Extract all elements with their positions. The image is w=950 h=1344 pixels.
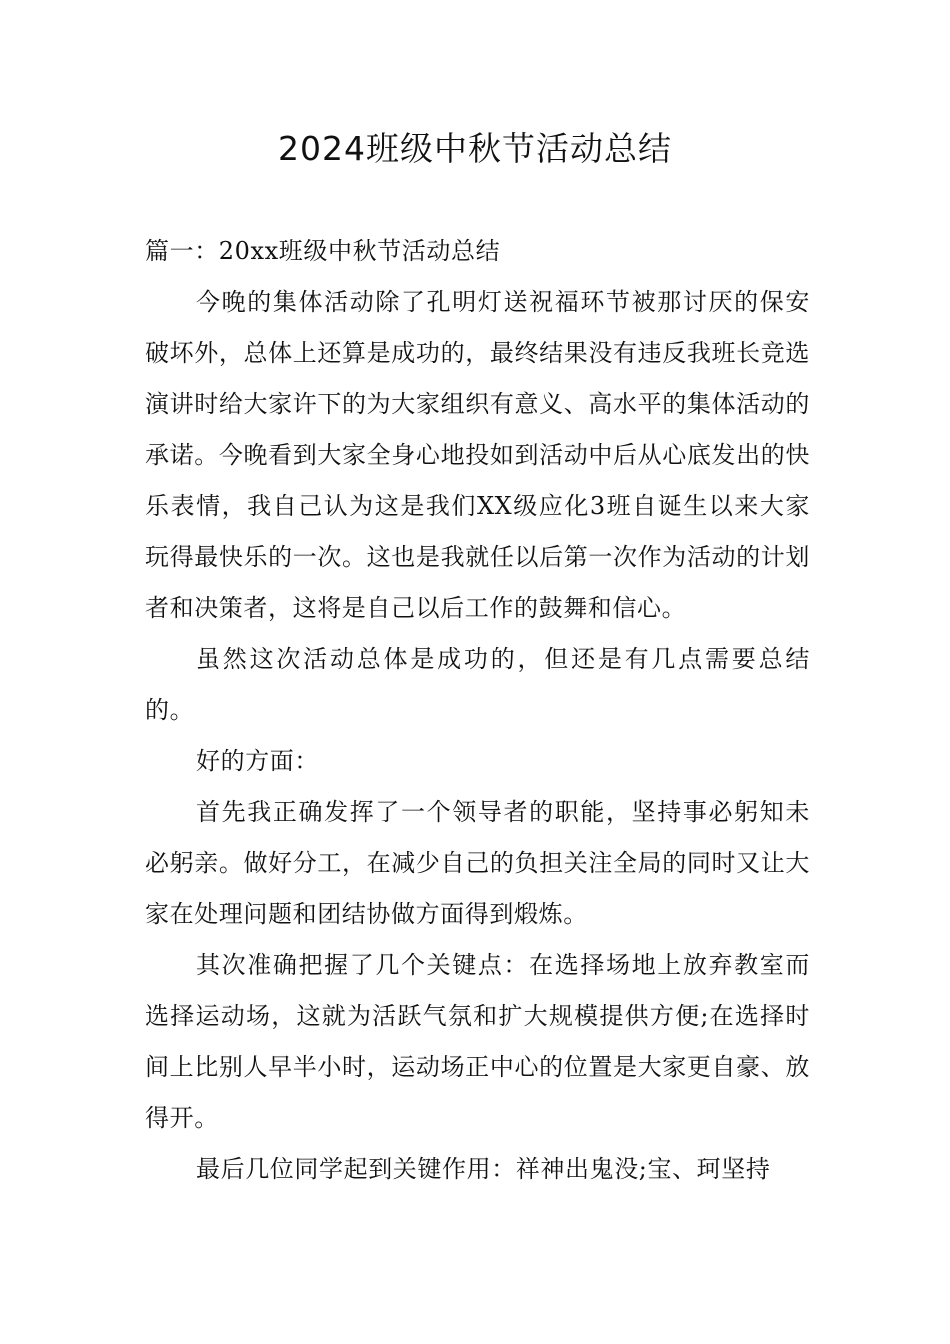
paragraph: 其次准确把握了几个关键点：在选择场地上放弃教室而选择运动场，这就为活跃气氛和扩大规模提供方便;在选择时间上比别人早半小时，运动场正中心的位置是大家更自豪、放得开。 (145, 951, 810, 1132)
section-heading: 篇一：20xx班级中秋节活动总结 (145, 237, 501, 265)
paragraph: 今晚的集体活动除了孔明灯送祝福环节被那讨厌的保安破坏外，总体上还算是成功的，最终结果没有违反我班长竞选演讲时给大家许下的为大家组织有意义、高水平的集体活动的承诺。今晚看到大家全身心地投如到活动中后从心底发出的快乐表情，我自己认为这是我们XX级应化3班自诞生以来大家玩得最快乐的一次。这也是我就任以后第一次作为活动的计划者和决策者，这将是自己以后工作的鼓舞和信心。 (145, 288, 810, 622)
document-title: 2024班级中秋节活动总结 (278, 129, 672, 168)
paragraph: 最后几位同学起到关键作用：祥神出鬼没;宝、珂坚持 (196, 1155, 771, 1183)
paragraph: 首先我正确发挥了一个领导者的职能，坚持事必躬知未必躬亲。做好分工，在减少自己的负担关注全局的同时又让大家在处理问题和团结协做方面得到煅炼。 (145, 798, 810, 928)
paragraph: 虽然这次活动总体是成功的，但还是有几点需要总结的。 (145, 645, 810, 724)
paragraph-subheading: 好的方面： (196, 747, 319, 775)
document-body (145, 226, 810, 1195)
